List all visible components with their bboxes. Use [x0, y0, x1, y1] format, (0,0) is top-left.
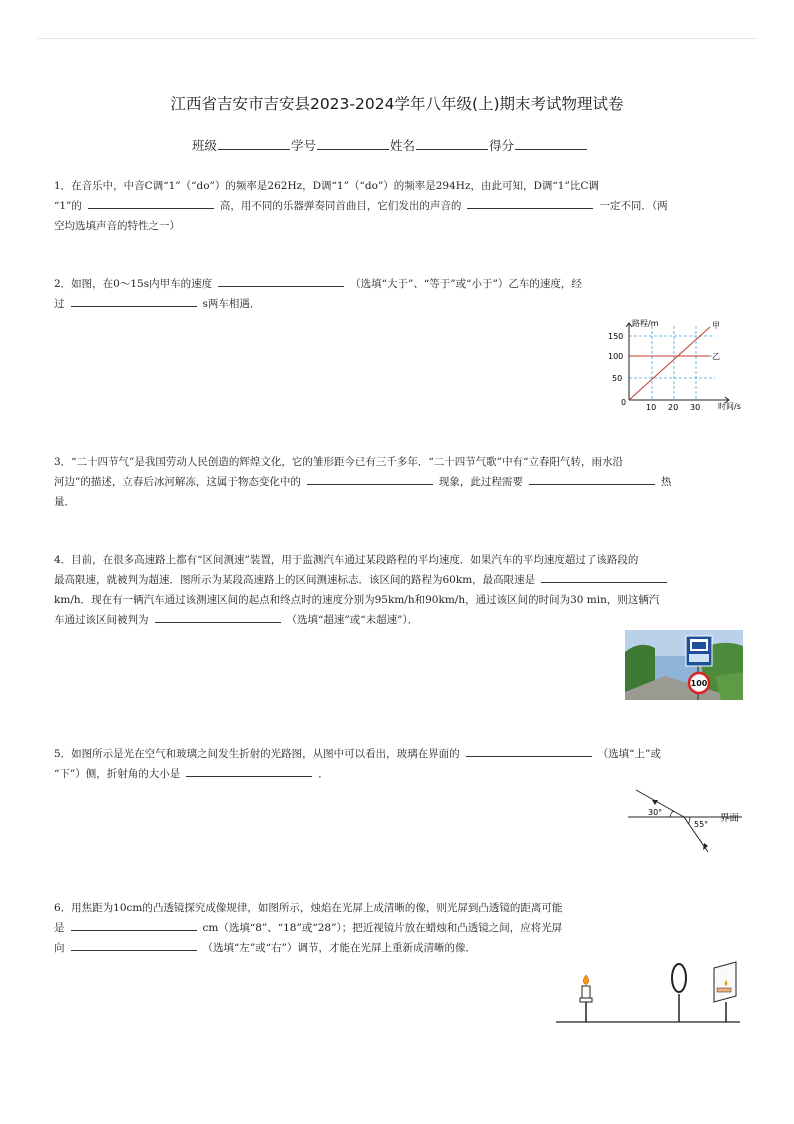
screen-icon — [714, 962, 736, 1022]
line-jia — [629, 327, 710, 400]
question-4 — [54, 550, 744, 630]
label-yi: 乙 — [712, 352, 720, 361]
q1-blank-2[interactable] — [467, 196, 593, 209]
interface-label: 界面 — [720, 813, 740, 824]
q1-text: 1．在音乐中，中音C调“1”（“do”）的频率是262Hz，D调“1”（“do”）的频率是294Hz，由此可知，D调“1”比C调 — [54, 180, 599, 192]
name-label: 姓名 — [390, 138, 416, 153]
q2-text: s两车相遇． — [202, 298, 261, 310]
q3-text: 河边”的描述，立春后冰河解冻，这属于物态变化中的 — [54, 476, 301, 488]
question-6 — [54, 898, 744, 958]
speed-limit-label: 100 — [690, 679, 708, 688]
class-label: 班级 — [192, 138, 218, 153]
q3-text: 3．“二十四节气”是我国劳动人民创造的辉煌文化，它的雏形距今已有三千多年．“二十四节气歌”中有“立春阳气转，雨水沿 — [54, 456, 624, 468]
q5-text: ． — [318, 768, 329, 780]
q1-blank-1[interactable] — [88, 196, 214, 209]
q6-text: 向 — [54, 942, 65, 954]
optical-bench-diagram — [554, 958, 744, 1028]
q4-text: km/h．现在有一辆汽车通过该测速区间的起点和终点时的速度分别为95km/h和90km/h，通过该区间的时间为30 min，则这辆汽 — [54, 594, 660, 606]
q1-text: 高，用不同的乐器弹奏同首曲目，它们发出的声音的 — [219, 200, 462, 212]
q5-text: 5．如图所示是光在空气和玻璃之间发生折射的光路图，从图中可以看出，玻璃在界面的 — [54, 748, 460, 760]
q5-blank-2[interactable] — [186, 764, 312, 777]
x-tick-label: 10 — [646, 403, 657, 412]
name-field[interactable] — [416, 137, 488, 150]
q6-text: cm（选填“8”、“18”或“28”）；把近视镜片放在蜡烛和凸透镜之间，应将光屏 — [202, 922, 563, 934]
q3-text: 现象，此过程需要 — [438, 476, 523, 488]
lens-icon — [672, 964, 686, 1022]
id-field[interactable] — [317, 137, 389, 150]
speed-zone-photo — [625, 630, 743, 700]
angle-label: 30° — [648, 808, 663, 817]
q4-text: 车通过该区间被判为 — [54, 614, 149, 626]
angle-label: 55° — [694, 820, 709, 829]
y-tick-label: 150 — [608, 332, 624, 341]
q1-text: “1”的 — [54, 200, 82, 212]
q6-blank-2[interactable] — [71, 938, 197, 951]
y-axis-label: 路程/m — [632, 319, 659, 328]
q5-text: （选填“上”或 — [597, 748, 661, 760]
label-jia: 甲 — [712, 321, 720, 330]
q3-text: 量． — [54, 496, 75, 508]
question-5 — [54, 744, 744, 784]
q5-text: “下”）侧，折射角的大小是 — [54, 768, 181, 780]
question-3 — [54, 452, 744, 512]
arrow-icon — [652, 800, 658, 805]
x-tick-label: 20 — [668, 403, 679, 412]
refraction-diagram — [624, 786, 774, 856]
x-axis-label: 时间/s — [718, 402, 741, 411]
q1-text: 一定不同．（两 — [599, 200, 668, 212]
q6-text: 是 — [54, 922, 65, 934]
header-divider — [37, 38, 757, 39]
graph-axes — [626, 323, 729, 403]
question-2 — [54, 274, 744, 314]
id-label: 学号 — [291, 138, 317, 153]
student-info-row — [192, 136, 588, 154]
q4-text: 4．目前，在很多高速路上都有“区间测速”装置，用于监测汽车通过某段路程的平均速度．如果汽车的平均速度超过了该路段的 — [54, 554, 639, 566]
q4-blank-1[interactable] — [541, 570, 667, 583]
q4-blank-2[interactable] — [155, 610, 281, 623]
origin-label: 0 — [621, 398, 627, 407]
q6-blank-1[interactable] — [71, 918, 197, 931]
q2-blank-2[interactable] — [71, 294, 197, 307]
y-tick-label: 100 — [608, 352, 624, 361]
q2-text: 过 — [54, 298, 65, 310]
page-title: 江西省吉安市吉安县2023-2024学年八年级(上)期末考试物理试卷 — [170, 95, 624, 113]
q3-blank-1[interactable] — [307, 472, 433, 485]
q1-text: 空均选填声音的特性之一） — [54, 220, 180, 232]
q4-text: 最高限速，就被判为超速．图所示为某段高速路上的区间测速标志．该区间的路程为60km，最高限速是 — [54, 574, 536, 586]
x-tick-label: 30 — [690, 403, 701, 412]
score-label: 得分 — [489, 138, 515, 153]
q2-blank-1[interactable] — [218, 274, 344, 287]
y-tick-label: 50 — [612, 374, 623, 383]
q2-text: 2．如图，在0～15s内甲车的速度 — [54, 278, 213, 290]
q6-text: （选填“左”或“右”）调节，才能在光屏上重新成清晰的像． — [202, 942, 476, 954]
q2-text: （选填“大于”、“等于”或“小于”）乙车的速度，经 — [350, 278, 582, 290]
distance-time-graph — [600, 318, 760, 414]
q4-text: （选填“超速”或“未超速”）． — [286, 614, 419, 626]
score-field[interactable] — [515, 137, 587, 150]
q6-text: 6．用焦距为10cm的凸透镜探究成像规律，如图所示，烛焰在光屏上成清晰的像，则光屏到凸透镜的距离可能 — [54, 902, 563, 914]
candle-icon — [580, 975, 592, 1022]
q3-blank-2[interactable] — [529, 472, 655, 485]
class-field[interactable] — [218, 137, 290, 150]
question-1 — [54, 176, 744, 236]
q3-text: 热 — [660, 476, 672, 488]
q5-blank-1[interactable] — [466, 744, 592, 757]
